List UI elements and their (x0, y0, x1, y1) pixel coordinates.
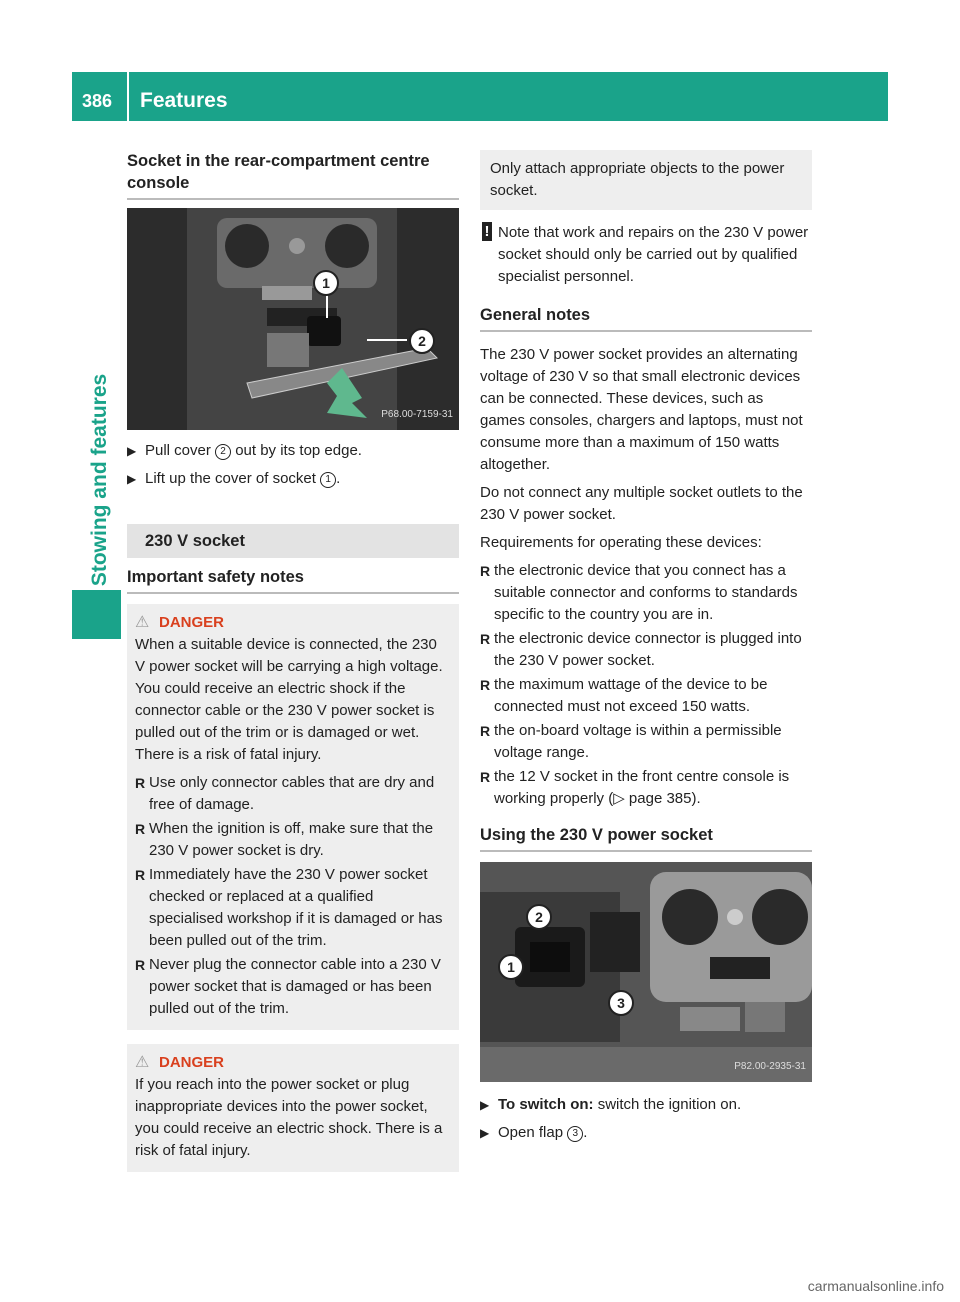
side-tab-label: Stowing and features (88, 373, 111, 587)
paragraph: Do not connect any multiple socket outlets to the 230 V power socket. (480, 484, 803, 523)
note-paragraph: ! Note that work and repairs on the 230 V power socket should only be carried out by qualified specialist personnel. (480, 222, 812, 288)
danger-bullet: R Immediately have the 230 V power socket checked or replaced at a qualified specialised workshop if it is damaged or has been pulled out of the trim. (135, 866, 443, 949)
side-tab-marker (72, 590, 121, 639)
danger-text: When a suitable device is connected, the 230 V power socket will be carrying a high voltage. You could receive an electric shock if the connector cable or the 230 V power socket is pulled out of the trim or is damaged or wet. There is a risk of fatal injury. (135, 636, 443, 763)
danger-bullet: R Use only connector cables that are dry and free of damage. (135, 774, 435, 813)
rear-console-illustration (127, 208, 459, 430)
paragraph: Requirements for operating these devices: (480, 534, 762, 551)
step-lift-cover: ▶ Lift up the cover of socket 1 . (127, 468, 459, 490)
requirement-bullet: R the on-board voltage is within a permissible voltage range. (480, 722, 782, 761)
step-arrow-icon: ▶ (480, 1098, 490, 1112)
right-column (480, 150, 812, 1150)
using-socket-title: Using the 230 V power socket (480, 824, 812, 852)
info-box: Only attach appropriate objects to the power socket. (480, 150, 812, 210)
callout-1: 1 (498, 954, 524, 980)
page-number: 386 (82, 91, 113, 111)
warning-triangle-icon: ⚠ (135, 614, 150, 631)
step-pull-cover: ▶ Pull cover 2 out by its top edge. (127, 440, 459, 462)
socket-section-title: Socket in the rear-compartment centre console (127, 150, 459, 200)
power-socket-photo (480, 862, 812, 1082)
requirement-bullet: R the 12 V socket in the front centre console is working properly (▷ page 385). (480, 768, 790, 807)
step-arrow-icon: ▶ (480, 1126, 490, 1140)
section-band-230v: 230 V socket (127, 524, 459, 558)
safety-notes-title: Important safety notes (127, 566, 459, 594)
danger-heading: ⚠ DANGER (135, 612, 451, 634)
callout-2: 2 (409, 328, 435, 354)
page-title: Features (140, 89, 228, 112)
callout-1: 1 (313, 270, 339, 296)
step-open-flap: ▶ Open flap 3 . (480, 1122, 812, 1144)
step-switch-on: ▶ To switch on: switch the ignition on. (480, 1094, 812, 1116)
watermark: carmanualsonline.info (807, 1278, 944, 1294)
header-divider (127, 72, 129, 121)
photo-code: P68.00-7159-31 (381, 409, 453, 420)
requirement-bullet: R the electronic device connector is plugged into the 230 V power socket. (480, 630, 802, 669)
power-socket-illustration (480, 862, 812, 1082)
callout-3: 3 (608, 990, 634, 1016)
paragraph: The 230 V power socket provides an alternating voltage of 230 V so that small electronic devices can be connected. These devices, such as games consoles, chargers and laptops, must not consume more than a maximum of 150 watts altogether. (480, 346, 803, 473)
photo-code: P82.00-2935-31 (734, 1061, 806, 1072)
danger-text: If you reach into the power socket or plug inappropriate devices into the power socket, you could receive an electric shock. There is a risk of fatal injury. (135, 1076, 443, 1159)
left-column (127, 150, 459, 1172)
danger-bullet: R When the ignition is off, make sure that the 230 V power socket is dry. (135, 820, 434, 859)
circled-number: 2 (215, 444, 231, 460)
step-arrow-icon: ▶ (127, 472, 137, 486)
callout-2: 2 (526, 904, 552, 930)
step-arrow-icon: ▶ (127, 444, 137, 458)
rear-console-photo (127, 208, 459, 430)
danger-bullet: R Never plug the connector cable into a 230 V power socket that is damaged or has been pulled out of the trim. (135, 956, 441, 1017)
warning-triangle-icon: ⚠ (135, 1054, 150, 1071)
requirement-bullet: R the electronic device that you connect has a suitable connector and conforms to standards specific to the country you are in. (480, 562, 798, 623)
danger-box-2 (127, 1044, 459, 1172)
danger-box-1 (127, 604, 459, 1030)
requirement-bullet: R the maximum wattage of the device to be connected must not exceed 150 watts. (480, 676, 768, 715)
exclamation-icon: ! (482, 222, 492, 241)
general-notes-title: General notes (480, 304, 812, 332)
danger-heading: ⚠ DANGER (135, 1052, 451, 1074)
circled-number: 1 (320, 472, 336, 488)
circled-number: 3 (567, 1126, 583, 1142)
